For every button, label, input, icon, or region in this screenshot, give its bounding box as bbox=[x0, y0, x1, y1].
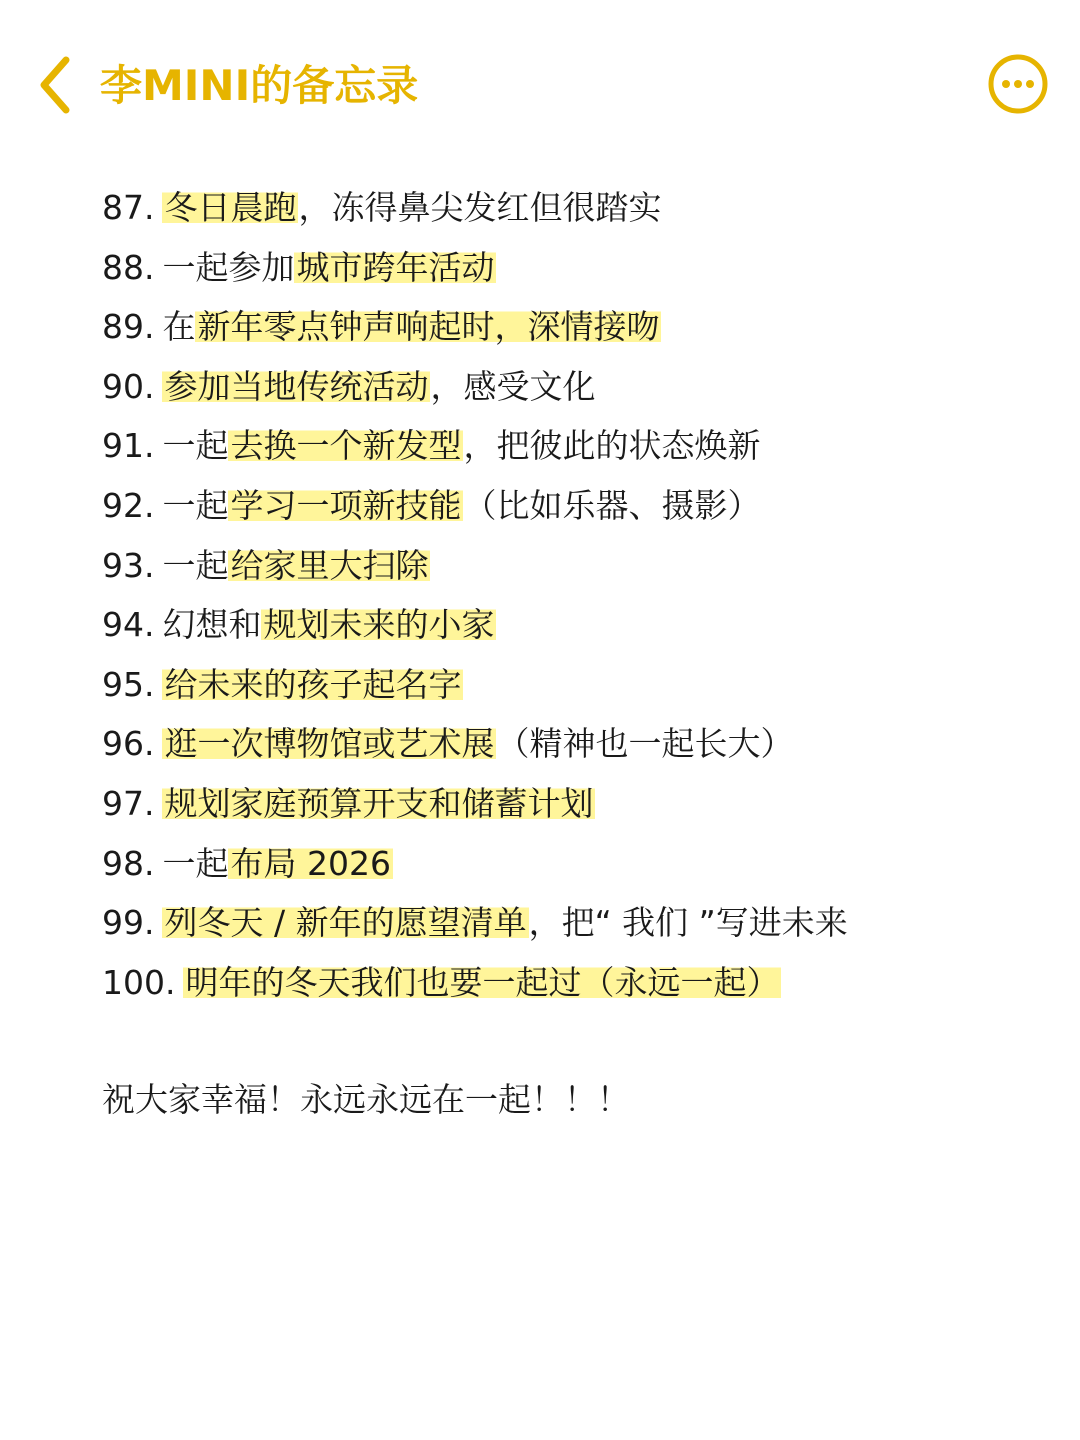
list-item bbox=[102, 953, 1062, 1013]
item-highlight: 给未来的孩子起名字 bbox=[164, 664, 462, 704]
item-text: 一起 bbox=[162, 843, 229, 883]
closing-message: 祝大家幸福！永远永远在一起！！！ bbox=[102, 1080, 630, 1119]
item-highlight: 规划家庭预算开支和储蓄计划 bbox=[164, 783, 594, 823]
list-item bbox=[102, 774, 1062, 834]
more-circle-icon bbox=[986, 52, 1050, 116]
more-options-button[interactable] bbox=[986, 52, 1050, 116]
item-highlight: 明年的冬天我们也要一起过（永远一起） bbox=[185, 962, 780, 1002]
item-number: 98. bbox=[102, 843, 155, 883]
item-number: 92. bbox=[102, 485, 155, 525]
item-number: 97. bbox=[102, 783, 155, 823]
nav-bar bbox=[0, 0, 1080, 170]
item-text: 一起 bbox=[162, 426, 229, 466]
item-number: 100. bbox=[102, 962, 176, 1002]
item-number: 94. bbox=[102, 605, 155, 645]
item-text: （精神也一起长大） bbox=[496, 724, 794, 764]
item-highlight: 参加当地传统活动 bbox=[164, 366, 429, 406]
item-highlight: 去换一个新发型 bbox=[230, 426, 462, 466]
list-item bbox=[102, 655, 1062, 715]
list-item bbox=[102, 476, 1062, 536]
item-highlight: 规划未来的小家 bbox=[263, 605, 495, 645]
item-text: 一起参加 bbox=[162, 247, 295, 287]
list-item bbox=[102, 178, 1062, 238]
item-highlight: 逛一次博物馆或艺术展 bbox=[164, 724, 495, 764]
item-number: 88. bbox=[102, 247, 155, 287]
list-item bbox=[102, 834, 1062, 894]
item-number: 93. bbox=[102, 545, 155, 585]
item-highlight: 冬日晨跑 bbox=[164, 188, 297, 227]
item-highlight: 城市跨年活动 bbox=[296, 247, 495, 287]
item-number: 95. bbox=[102, 664, 155, 704]
item-highlight: 学习一项新技能 bbox=[230, 485, 462, 525]
item-text: 一起 bbox=[162, 485, 229, 525]
list-item bbox=[102, 714, 1062, 774]
back-button[interactable] bbox=[28, 50, 88, 120]
item-text: 在 bbox=[162, 307, 196, 347]
item-text: （比如乐器、摄影） bbox=[463, 485, 761, 525]
item-highlight: 布局 2026 bbox=[230, 843, 391, 883]
item-number: 96. bbox=[102, 724, 155, 764]
list-item bbox=[102, 357, 1062, 417]
item-number: 99. bbox=[102, 903, 155, 943]
item-text: 幻想和 bbox=[162, 605, 262, 645]
item-number: 89. bbox=[102, 307, 155, 347]
item-highlight: 给家里大扫除 bbox=[230, 545, 429, 585]
item-highlight: 新年零点钟声响起时，深情接吻 bbox=[197, 307, 660, 347]
item-highlight: 列冬天 / 新年的愿望清单 bbox=[164, 903, 527, 943]
memo-list bbox=[102, 178, 1062, 1012]
list-item bbox=[102, 238, 1062, 298]
item-number: 91. bbox=[102, 426, 155, 466]
item-number: 90. bbox=[102, 366, 155, 406]
list-item bbox=[102, 595, 1062, 655]
item-text: ，冻得鼻尖发红但很踏实 bbox=[298, 188, 662, 227]
item-number: 87. bbox=[102, 188, 155, 227]
chevron-left-icon bbox=[28, 50, 88, 120]
item-text: ，感受文化 bbox=[430, 366, 596, 406]
list-item bbox=[102, 893, 1062, 953]
item-text: ，把“ 我们 ”写进未来 bbox=[528, 903, 848, 943]
item-text: ，把彼此的状态焕新 bbox=[463, 426, 761, 466]
list-item bbox=[102, 416, 1062, 476]
list-item bbox=[102, 297, 1062, 357]
list-item bbox=[102, 536, 1062, 596]
item-text: 一起 bbox=[162, 545, 229, 585]
page-title: 李MINI的备忘录 bbox=[100, 61, 419, 110]
